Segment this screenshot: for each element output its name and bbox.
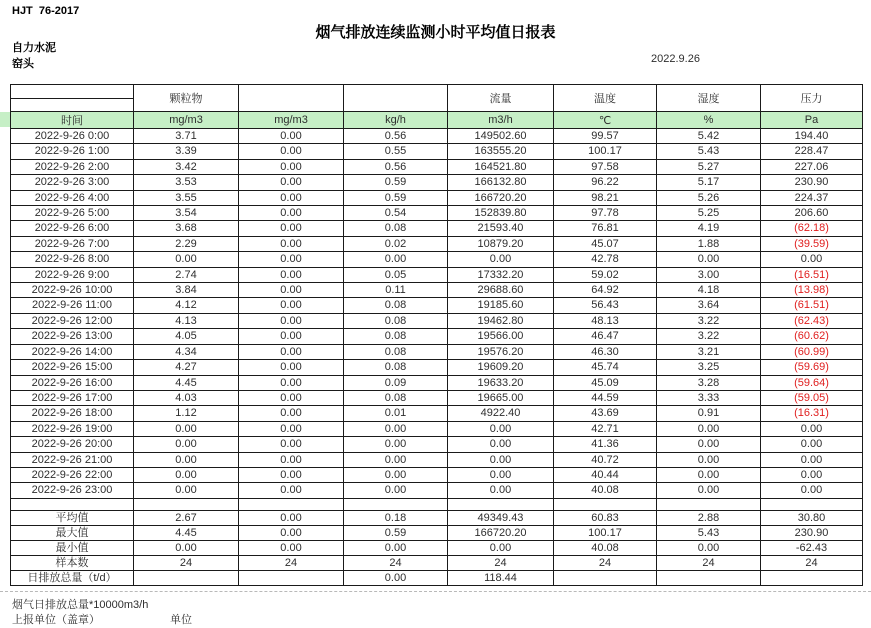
summary-value-cell — [761, 570, 863, 585]
table-row — [11, 452, 863, 467]
value-cell: 0.00 — [239, 452, 344, 467]
value-cell: 3.33 — [657, 390, 761, 405]
value-cell: 98.21 — [554, 190, 657, 205]
summary-value-cell: 30.80 — [761, 510, 863, 525]
time-cell: 2022-9-26 15:00 — [11, 360, 134, 375]
page-break-line — [0, 591, 871, 592]
value-cell: 0.00 — [448, 483, 554, 498]
value-cell: 0.00 — [239, 129, 344, 144]
value-cell: 2.74 — [134, 267, 239, 282]
summary-value-cell: 60.83 — [554, 510, 657, 525]
value-cell: (61.51) — [761, 298, 863, 313]
value-cell: 228.47 — [761, 144, 863, 159]
time-cell: 2022-9-26 7:00 — [11, 236, 134, 251]
value-cell: 0.00 — [657, 483, 761, 498]
time-cell: 2022-9-26 2:00 — [11, 159, 134, 174]
value-cell: 1.12 — [134, 406, 239, 421]
time-cell: 2022-9-26 11:00 — [11, 298, 134, 313]
value-cell: 46.30 — [554, 344, 657, 359]
standard-number: HJT 76-2017 — [12, 5, 80, 17]
table-row — [11, 175, 863, 190]
value-cell: 224.37 — [761, 190, 863, 205]
group-header-flow: 流量 — [448, 85, 554, 112]
table-row — [11, 159, 863, 174]
summary-row — [11, 510, 863, 525]
time-cell: 2022-9-26 13:00 — [11, 329, 134, 344]
table-row — [11, 467, 863, 482]
value-cell: 19665.00 — [448, 390, 554, 405]
value-cell: 5.25 — [657, 206, 761, 221]
summary-row — [11, 540, 863, 555]
table-row — [11, 375, 863, 390]
summary-value-cell: 24 — [134, 555, 239, 570]
summary-value-cell: 0.00 — [239, 525, 344, 540]
value-cell: (59.05) — [761, 390, 863, 405]
time-cell: 2022-9-26 8:00 — [11, 252, 134, 267]
value-cell: 48.13 — [554, 313, 657, 328]
value-cell: 3.42 — [134, 159, 239, 174]
value-cell: 0.08 — [344, 360, 448, 375]
value-cell: 0.00 — [344, 483, 448, 498]
value-cell: 0.00 — [239, 344, 344, 359]
report-table — [10, 84, 863, 586]
footer-unit-label: 单位 — [170, 614, 192, 626]
summary-value-cell: -62.43 — [761, 540, 863, 555]
value-cell: 0.54 — [344, 206, 448, 221]
summary-value-cell: 24 — [344, 555, 448, 570]
time-cell: 2022-9-26 23:00 — [11, 483, 134, 498]
unit-header-row — [11, 112, 863, 129]
table-row — [11, 483, 863, 498]
value-cell: (62.18) — [761, 221, 863, 236]
table-row — [11, 252, 863, 267]
value-cell: 19633.20 — [448, 375, 554, 390]
value-cell: 0.00 — [239, 267, 344, 282]
summary-label: 最小值 — [11, 540, 134, 555]
time-cell: 2022-9-26 21:00 — [11, 452, 134, 467]
value-cell: 0.01 — [344, 406, 448, 421]
value-cell: 0.00 — [344, 467, 448, 482]
value-cell: 3.00 — [657, 267, 761, 282]
value-cell: 0.09 — [344, 375, 448, 390]
summary-value-cell: 0.00 — [657, 540, 761, 555]
value-cell: 0.00 — [239, 360, 344, 375]
value-cell: 0.00 — [239, 329, 344, 344]
time-cell: 2022-9-26 1:00 — [11, 144, 134, 159]
unit-header-time: 时间 — [11, 112, 134, 129]
summary-value-cell — [657, 570, 761, 585]
value-cell: 19462.80 — [448, 313, 554, 328]
value-cell: 0.00 — [134, 467, 239, 482]
monitor-point-name: 窑头 — [12, 58, 34, 70]
value-cell: 96.22 — [554, 175, 657, 190]
value-cell: 0.56 — [344, 159, 448, 174]
value-cell: (16.31) — [761, 406, 863, 421]
group-header-pressure: 压力 — [761, 85, 863, 112]
time-cell: 2022-9-26 17:00 — [11, 390, 134, 405]
value-cell: 0.00 — [761, 452, 863, 467]
group-header-empty-1 — [239, 85, 344, 112]
value-cell: (60.99) — [761, 344, 863, 359]
value-cell: 0.00 — [761, 252, 863, 267]
table-row — [11, 344, 863, 359]
value-cell: 64.92 — [554, 283, 657, 298]
table-row — [11, 360, 863, 375]
unit-header-mgm3-1: mg/m3 — [134, 112, 239, 129]
value-cell: 194.40 — [761, 129, 863, 144]
value-cell: 166132.80 — [448, 175, 554, 190]
value-cell: 40.44 — [554, 467, 657, 482]
value-cell: 3.84 — [134, 283, 239, 298]
value-cell: 19609.20 — [448, 360, 554, 375]
summary-value-cell: 118.44 — [448, 570, 554, 585]
value-cell: 4.19 — [657, 221, 761, 236]
value-cell: 99.57 — [554, 129, 657, 144]
value-cell: 230.90 — [761, 175, 863, 190]
value-cell: (60.62) — [761, 329, 863, 344]
summary-value-cell: 24 — [657, 555, 761, 570]
value-cell: (16.51) — [761, 267, 863, 282]
value-cell: 97.58 — [554, 159, 657, 174]
summary-label: 平均值 — [11, 510, 134, 525]
time-cell: 2022-9-26 16:00 — [11, 375, 134, 390]
value-cell: 4.05 — [134, 329, 239, 344]
summary-value-cell: 24 — [761, 555, 863, 570]
table-row — [11, 206, 863, 221]
value-cell: 0.00 — [239, 175, 344, 190]
group-header-row — [11, 85, 863, 112]
footer-reporting-unit-label: 上报单位（盖章） — [12, 614, 100, 626]
summary-value-cell: 4.45 — [134, 525, 239, 540]
summary-label: 样本数 — [11, 555, 134, 570]
value-cell: 0.02 — [344, 236, 448, 251]
summary-value-cell: 0.00 — [344, 570, 448, 585]
time-cell: 2022-9-26 10:00 — [11, 283, 134, 298]
summary-value-cell — [554, 570, 657, 585]
table-header — [11, 85, 863, 129]
table-row — [11, 221, 863, 236]
table-row — [11, 437, 863, 452]
value-cell: 206.60 — [761, 206, 863, 221]
value-cell: 43.69 — [554, 406, 657, 421]
table-row — [11, 267, 863, 282]
value-cell: 0.00 — [239, 236, 344, 251]
time-cell: 2022-9-26 4:00 — [11, 190, 134, 205]
value-cell: 0.00 — [344, 421, 448, 436]
value-cell: 149502.60 — [448, 129, 554, 144]
value-cell: 0.00 — [239, 437, 344, 452]
value-cell: 3.39 — [134, 144, 239, 159]
summary-value-cell: 5.43 — [657, 525, 761, 540]
value-cell: 0.00 — [239, 421, 344, 436]
table-row — [11, 283, 863, 298]
value-cell: 0.08 — [344, 344, 448, 359]
value-cell: 0.00 — [657, 252, 761, 267]
value-cell: 0.00 — [657, 452, 761, 467]
unit-header-pa: Pa — [761, 112, 863, 129]
value-cell: 21593.40 — [448, 221, 554, 236]
summary-value-cell: 2.67 — [134, 510, 239, 525]
value-cell: 10879.20 — [448, 236, 554, 251]
value-cell: 0.11 — [344, 283, 448, 298]
summary-row — [11, 525, 863, 540]
value-cell: 3.54 — [134, 206, 239, 221]
value-cell: 1.88 — [657, 236, 761, 251]
time-cell: 2022-9-26 18:00 — [11, 406, 134, 421]
value-cell: 0.55 — [344, 144, 448, 159]
value-cell: 0.00 — [761, 483, 863, 498]
value-cell: 76.81 — [554, 221, 657, 236]
time-cell: 2022-9-26 5:00 — [11, 206, 134, 221]
time-group-cell — [11, 85, 134, 112]
value-cell: (39.59) — [761, 236, 863, 251]
value-cell: 40.72 — [554, 452, 657, 467]
value-cell: 19576.20 — [448, 344, 554, 359]
page-title: 烟气排放连续监测小时平均值日报表 — [315, 24, 556, 41]
value-cell: 4922.40 — [448, 406, 554, 421]
value-cell: 0.00 — [239, 159, 344, 174]
company-name: 自力水泥 — [12, 42, 56, 54]
value-cell: 0.00 — [134, 421, 239, 436]
value-cell: (59.69) — [761, 360, 863, 375]
value-cell: 3.71 — [134, 129, 239, 144]
value-cell: 19185.60 — [448, 298, 554, 313]
time-cell: 2022-9-26 9:00 — [11, 267, 134, 282]
value-cell: 3.28 — [657, 375, 761, 390]
value-cell: 42.71 — [554, 421, 657, 436]
value-cell: 40.08 — [554, 483, 657, 498]
value-cell: 17332.20 — [448, 267, 554, 282]
spacer-body — [11, 498, 863, 510]
summary-value-cell: 0.59 — [344, 525, 448, 540]
value-cell: 0.00 — [239, 283, 344, 298]
time-cell: 2022-9-26 14:00 — [11, 344, 134, 359]
summary-value-cell: 40.08 — [554, 540, 657, 555]
summary-value-cell: 0.00 — [239, 510, 344, 525]
value-cell: 4.03 — [134, 390, 239, 405]
summary-value-cell: 0.18 — [344, 510, 448, 525]
value-cell: 19566.00 — [448, 329, 554, 344]
value-cell: 3.22 — [657, 313, 761, 328]
value-cell: (59.64) — [761, 375, 863, 390]
summary-row — [11, 570, 863, 585]
value-cell: 0.00 — [239, 144, 344, 159]
value-cell: 0.00 — [239, 206, 344, 221]
value-cell: 45.09 — [554, 375, 657, 390]
summary-value-cell — [239, 570, 344, 585]
value-cell: 5.42 — [657, 129, 761, 144]
value-cell: 45.74 — [554, 360, 657, 375]
summary-value-cell: 100.17 — [554, 525, 657, 540]
value-cell: 0.00 — [657, 437, 761, 452]
value-cell: 4.13 — [134, 313, 239, 328]
value-cell: 5.43 — [657, 144, 761, 159]
value-cell: 0.08 — [344, 298, 448, 313]
value-cell: 0.00 — [448, 452, 554, 467]
value-cell: 0.05 — [344, 267, 448, 282]
hourly-data-body — [11, 129, 863, 499]
summary-value-cell: 24 — [239, 555, 344, 570]
value-cell: 3.55 — [134, 190, 239, 205]
report-date: 2022.9.26 — [651, 53, 700, 65]
value-cell: 0.00 — [657, 467, 761, 482]
value-cell: 100.17 — [554, 144, 657, 159]
value-cell: 4.27 — [134, 360, 239, 375]
summary-value-cell: 230.90 — [761, 525, 863, 540]
group-header-empty-2 — [344, 85, 448, 112]
value-cell: 2.29 — [134, 236, 239, 251]
footer-total-emission-note: 烟气日排放总量*10000m3/h — [12, 599, 149, 611]
value-cell: 166720.20 — [448, 190, 554, 205]
value-cell: 45.07 — [554, 236, 657, 251]
value-cell: 0.00 — [344, 452, 448, 467]
value-cell: 0.08 — [344, 313, 448, 328]
value-cell: 4.45 — [134, 375, 239, 390]
value-cell: 3.25 — [657, 360, 761, 375]
value-cell: 29688.60 — [448, 283, 554, 298]
time-cell: 2022-9-26 3:00 — [11, 175, 134, 190]
value-cell: 4.34 — [134, 344, 239, 359]
value-cell: 0.91 — [657, 406, 761, 421]
table-row — [11, 406, 863, 421]
value-cell: 97.78 — [554, 206, 657, 221]
value-cell: 0.00 — [239, 221, 344, 236]
value-cell: 0.59 — [344, 190, 448, 205]
value-cell: 0.56 — [344, 129, 448, 144]
table-row — [11, 236, 863, 251]
value-cell: 42.78 — [554, 252, 657, 267]
value-cell: 152839.80 — [448, 206, 554, 221]
value-cell: 5.17 — [657, 175, 761, 190]
value-cell: 3.21 — [657, 344, 761, 359]
value-cell: 41.36 — [554, 437, 657, 452]
value-cell: 0.00 — [657, 421, 761, 436]
summary-value-cell — [134, 570, 239, 585]
summary-row — [11, 555, 863, 570]
value-cell: 3.64 — [657, 298, 761, 313]
value-cell: 4.12 — [134, 298, 239, 313]
group-header-temperature: 温度 — [554, 85, 657, 112]
value-cell: 164521.80 — [448, 159, 554, 174]
value-cell: 0.00 — [134, 252, 239, 267]
value-cell: 59.02 — [554, 267, 657, 282]
value-cell: 0.00 — [134, 483, 239, 498]
value-cell: 0.00 — [239, 375, 344, 390]
time-cell: 2022-9-26 12:00 — [11, 313, 134, 328]
summary-value-cell: 24 — [448, 555, 554, 570]
value-cell: 0.59 — [344, 175, 448, 190]
summary-value-cell: 24 — [554, 555, 657, 570]
value-cell: 56.43 — [554, 298, 657, 313]
table-row — [11, 144, 863, 159]
summary-value-cell: 0.00 — [239, 540, 344, 555]
summary-body — [11, 510, 863, 585]
summary-label: 最大值 — [11, 525, 134, 540]
value-cell: 163555.20 — [448, 144, 554, 159]
value-cell: 0.00 — [239, 483, 344, 498]
summary-label: 日排放总量（t/d） — [11, 570, 134, 585]
value-cell: 5.27 — [657, 159, 761, 174]
value-cell: 0.08 — [344, 329, 448, 344]
value-cell: 0.08 — [344, 390, 448, 405]
unit-header-kgh: kg/h — [344, 112, 448, 129]
summary-value-cell: 49349.43 — [448, 510, 554, 525]
time-cell: 2022-9-26 22:00 — [11, 467, 134, 482]
value-cell: 0.00 — [239, 390, 344, 405]
value-cell: 0.00 — [239, 467, 344, 482]
table-row — [11, 298, 863, 313]
summary-value-cell: 0.00 — [344, 540, 448, 555]
time-cell: 2022-9-26 20:00 — [11, 437, 134, 452]
unit-header-mgm3-2: mg/m3 — [239, 112, 344, 129]
time-cell: 2022-9-26 19:00 — [11, 421, 134, 436]
table-row — [11, 421, 863, 436]
table-row — [11, 329, 863, 344]
value-cell: 0.00 — [448, 437, 554, 452]
group-header-particulate: 颗粒物 — [134, 85, 239, 112]
summary-value-cell: 2.88 — [657, 510, 761, 525]
value-cell: 0.00 — [448, 467, 554, 482]
value-cell: 0.00 — [761, 421, 863, 436]
value-cell: (62.43) — [761, 313, 863, 328]
unit-header-m3h: m3/h — [448, 112, 554, 129]
value-cell: 3.53 — [134, 175, 239, 190]
value-cell: 0.00 — [239, 190, 344, 205]
value-cell: 0.00 — [239, 298, 344, 313]
table-row — [11, 190, 863, 205]
table-row — [11, 313, 863, 328]
summary-value-cell: 166720.20 — [448, 525, 554, 540]
value-cell: 0.00 — [134, 452, 239, 467]
value-cell: 46.47 — [554, 329, 657, 344]
summary-value-cell: 0.00 — [134, 540, 239, 555]
summary-value-cell: 0.00 — [448, 540, 554, 555]
time-cell: 2022-9-26 0:00 — [11, 129, 134, 144]
value-cell: 5.26 — [657, 190, 761, 205]
value-cell: 0.00 — [448, 252, 554, 267]
value-cell: 0.08 — [344, 221, 448, 236]
spacer-row — [11, 498, 863, 510]
value-cell: 0.00 — [448, 421, 554, 436]
value-cell: 0.00 — [761, 467, 863, 482]
value-cell: 0.00 — [344, 252, 448, 267]
value-cell: (13.98) — [761, 283, 863, 298]
table-row — [11, 129, 863, 144]
value-cell: 44.59 — [554, 390, 657, 405]
value-cell: 0.00 — [239, 252, 344, 267]
value-cell: 3.68 — [134, 221, 239, 236]
unit-header-percent: % — [657, 112, 761, 129]
group-header-humidity: 湿度 — [657, 85, 761, 112]
value-cell: 3.22 — [657, 329, 761, 344]
value-cell: 0.00 — [239, 313, 344, 328]
time-cell: 2022-9-26 6:00 — [11, 221, 134, 236]
value-cell: 227.06 — [761, 159, 863, 174]
unit-header-celsius: ℃ — [554, 112, 657, 129]
value-cell: 4.18 — [657, 283, 761, 298]
value-cell: 0.00 — [344, 437, 448, 452]
table-row — [11, 390, 863, 405]
value-cell: 0.00 — [134, 437, 239, 452]
value-cell: 0.00 — [239, 406, 344, 421]
value-cell: 0.00 — [761, 437, 863, 452]
